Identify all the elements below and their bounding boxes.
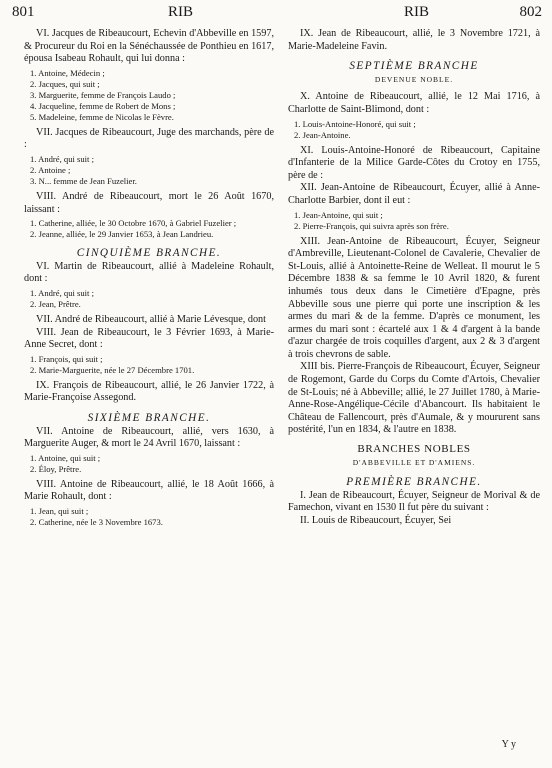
child-item: 1. Jean-Antoine, qui suit ; xyxy=(294,209,383,220)
genealogy-entry: VIII. Jean de Ribeaucourt, le 3 Février 1693, à Marie-Anne Secret, dont : xyxy=(24,326,274,351)
genealogy-entry: VII. Antoine de Ribeaucourt, allié, vers 1630, à Marguerite Auger, & mort le 24 Avril 1670, laissant : xyxy=(24,425,274,450)
child-item: 2. Catherine, née le 3 Novembre 1673. xyxy=(30,516,163,527)
right-column xyxy=(288,28,540,528)
left-column xyxy=(24,28,274,532)
child-item: 2. Jean-Antoine. xyxy=(294,129,351,140)
child-item: 2. Jeanne, alliée, le 29 Janvier 1653, à Jean Landrieu. xyxy=(30,229,214,240)
children-list xyxy=(288,210,540,232)
genealogy-entry: XII. Jean-Antoine de Ribeaucourt, Écuyer, allié à Anne-Charlotte Barbier, dont il eut : xyxy=(288,182,540,206)
genealogy-entry: IX. François de Ribeaucourt, allié, le 26 Janvier 1722, à Marie-Françoise Assegond. xyxy=(24,379,274,404)
genealogy-entry: XIII bis. Pierre-François de Ribeaucourt, Écuyer, Seigneur de Rogemont, Garde du Corps du Comte d'Artois, Chevalier de St-Louis; né à Abbeville; allié, le 27 Juillet 1780, à Marie-Anne-Rose-Angélique-Cécile d'Abancourt. Ils habitaient le Château de Fallencourt, près d'Aumale, & y moururent sans postérité, l'un en 1834, & l'autre en 1838. xyxy=(288,361,540,436)
genealogy-entry: II. Louis de Ribeaucourt, Écuyer, Sei xyxy=(300,515,452,526)
page-number-right: 802 xyxy=(519,4,542,20)
genealogy-entry: I. Jean de Ribeaucourt, Écuyer, Seigneur de Morival & de Famechon, vivant en 1530 Il fut père du suivant : xyxy=(288,489,540,514)
child-item: 1. André, qui suit ; xyxy=(30,287,94,298)
child-item: 1. Jean, qui suit ; xyxy=(30,505,89,516)
child-item: 1. Antoine, Médecin ; xyxy=(30,67,105,78)
child-item: 1. Catherine, alliée, le 30 Octobre 1670, à Gabriel Fuzelier ; xyxy=(30,218,237,229)
genealogy-entry: XIII. Jean-Antoine de Ribeaucourt, Écuyer, Seigneur d'Ambreville, Lieutenant-Colonel de Cavalerie, Chevalier de St-Louis, allié à Antoinette-Reine de Welleat. Il mourut le 5 Décembre 1838 & sa femme le 10 Avril 1820, & furent inhumés tous deux dans le Cimetière d'Epagne, près Abbeville sous une pierre qui porte une inscription & les armes du mari & de la femme. D'après ce monument, les armes du mari sont : écartelé aux 1 & 4 d'argent à la bande d'azur chargée de trois coquilles d'argent, aux 2 & 3 d'argent à trois chevrons de sable. xyxy=(288,235,540,360)
branch-heading: SEPTIÈME BRANCHE xyxy=(349,60,479,73)
child-item: 2. Jean, Prêtre. xyxy=(30,298,81,309)
running-head-left: RIB xyxy=(168,4,194,20)
child-item: 3. Marguerite, femme de François Laudo ; xyxy=(30,89,176,100)
page-number-left: 801 xyxy=(12,4,35,20)
children-list xyxy=(24,218,274,240)
running-head-right: RIB xyxy=(404,4,430,20)
children-list xyxy=(24,68,274,123)
branch-heading: PREMIÈRE BRANCHE. xyxy=(346,476,482,489)
child-item: 3. N... femme de Jean Fuzelier. xyxy=(30,175,137,186)
genealogy-entry: VII. Jacques de Ribeaucourt, Juge des marchands, père de : xyxy=(24,126,274,151)
child-item: 2. Jacques, qui suit ; xyxy=(30,78,100,89)
child-item: 1. Louis-Antoine-Honoré, qui suit ; xyxy=(294,118,416,129)
genealogy-entry: VII. André de Ribeaucourt, allié à Marie Lévesque, dont xyxy=(36,313,266,325)
child-item: 1. François, qui suit ; xyxy=(30,353,103,364)
child-item: 2. Antoine ; xyxy=(30,164,71,175)
genealogy-entry: XI. Louis-Antoine-Honoré de Ribeaucourt, Capitaine d'Infanterie de la Milice Garde-Côtes du Crotoy en 1755, père de : xyxy=(288,144,540,181)
branch-subtitle: D'ABBEVILLE ET D'AMIENS. xyxy=(352,457,476,467)
genealogy-entry: VI. Jacques de Ribeaucourt, Echevin d'Abbeville en 1597, & Procureur du Roi en la Sénéchaussée de Ponthieu en 1617, épousa Isabeau Rohault, qui lui donna : xyxy=(24,28,274,65)
genealogy-entry: X. Antoine de Ribeaucourt, allié, le 12 Mai 1716, à Charlotte de Saint-Blimond, dont : xyxy=(288,91,540,115)
branch-heading: SIXIÈME BRANCHE. xyxy=(87,411,211,424)
children-list xyxy=(288,119,540,141)
branch-subtitle: DEVENUE NOBLE. xyxy=(374,74,454,84)
signature-mark: Y y xyxy=(501,739,516,750)
children-list xyxy=(24,506,274,528)
child-item: 4. Jacqueline, femme de Robert de Mons ; xyxy=(30,100,176,111)
child-item: 5. Madeleine, femme de Nicolas le Fèvre. xyxy=(30,111,174,122)
child-item: 1. André, qui suit ; xyxy=(30,153,94,164)
genealogy-entry: VIII. André de Ribeaucourt, mort le 26 Août 1670, laissant : xyxy=(24,190,274,215)
genealogy-entry: IX. Jean de Ribeaucourt, allié, le 3 Novembre 1721, à Marie-Madeleine Favin. xyxy=(288,28,540,52)
section-title: BRANCHES NOBLES xyxy=(357,443,471,456)
children-list xyxy=(24,453,274,475)
children-list xyxy=(24,354,274,376)
child-item: 2. Éloy, Prêtre. xyxy=(30,463,82,474)
genealogy-entry: VI. Martin de Ribeaucourt, allié à Madeleine Rohault, dont : xyxy=(24,260,274,285)
genealogy-entry: VIII. Antoine de Ribeaucourt, allié, le 18 Août 1666, à Marie Rohault, dont : xyxy=(24,478,274,503)
children-list xyxy=(24,154,274,187)
child-item: 2. Pierre-François, qui suivra après son frère. xyxy=(294,220,449,231)
branch-heading: CINQUIÈME BRANCHE. xyxy=(76,247,222,260)
children-list xyxy=(24,288,274,310)
child-item: 2. Marie-Marguerite, née le 27 Décembre 1701. xyxy=(30,364,195,375)
child-item: 1. Antoine, qui suit ; xyxy=(30,452,101,463)
